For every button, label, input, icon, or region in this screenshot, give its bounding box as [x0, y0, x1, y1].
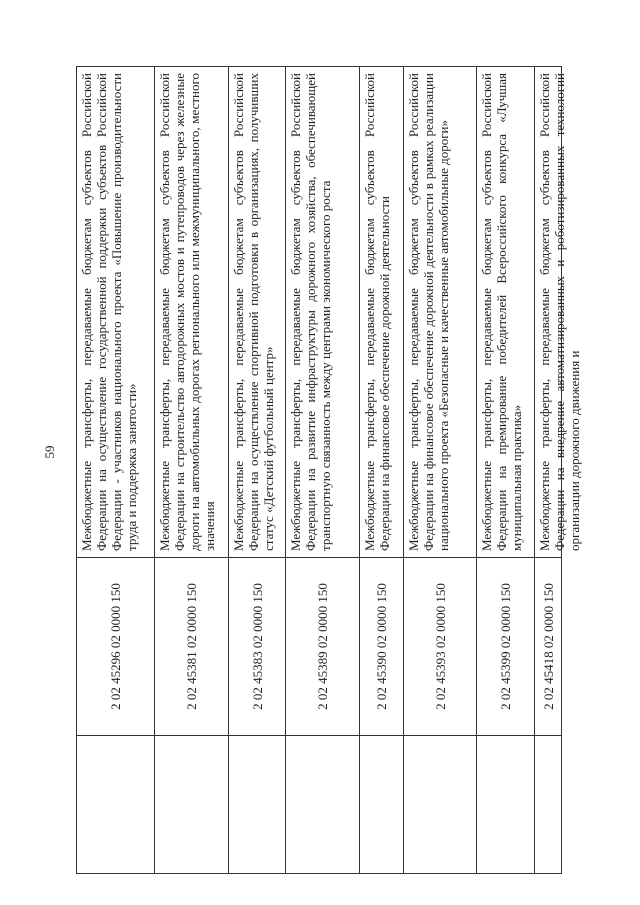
description-cell: Межбюджетные трансферты, передаваемые бюджетам субъектов Российской Федерации на внедрение автоматизированных и роботизированных технологий организации дорожного движения и — [537, 73, 582, 551]
description-cell: Межбюджетные трансферты, передаваемые бюджетам субъектов Российской Федерации на финансовое обеспечение дорожной деятельности — [362, 73, 392, 551]
empty-cell — [404, 735, 476, 873]
table-row — [477, 67, 535, 873]
budget-code-cell: 2 02 45383 02 0000 150 — [229, 557, 285, 735]
description-cell: Межбюджетные трансферты, передаваемые бюджетам субъектов Российской Федерации на премирование победителей Всероссийского конкурса «Лучшая муниципальная практика» — [479, 73, 524, 551]
empty-cell — [155, 735, 228, 873]
description-cell: Межбюджетные трансферты, передаваемые бюджетам субъектов Российской Федерации на финансовое обеспечение дорожной деятельности в рамках реализации национального проекта «Безопасные и качественные автомобильные дороги» — [406, 73, 451, 551]
budget-code-cell: 2 02 45381 02 0000 150 — [155, 557, 228, 735]
table-row — [286, 67, 360, 873]
budget-code-cell: 2 02 45393 02 0000 150 — [404, 557, 476, 735]
page-number: 59 — [42, 445, 57, 459]
description-cell: Межбюджетные трансферты, передаваемые бюджетам субъектов Российской Федерации на осуществление государственной поддержки субъектов Российской Федерации - участников национального проекта «Повышение производительности труда и поддержка занятости» — [79, 73, 139, 551]
table-row — [404, 67, 477, 873]
budget-code-cell: 2 02 45418 02 0000 150 — [535, 557, 561, 735]
budget-code-table — [76, 66, 582, 874]
description-cell: Межбюджетные трансферты, передаваемые бюджетам субъектов Российской Федерации на развитие инфраструктуры дорожного хозяйства, обеспечивающей транспортную связанность между центрами экономического роста — [288, 73, 333, 551]
empty-cell — [360, 735, 403, 873]
table-row — [77, 67, 155, 873]
description-cell: Межбюджетные трансферты, передаваемые бюджетам субъектов Российской Федерации на осуществление спортивной подготовки в организациях, получивших статус «Детский футбольный центр» — [231, 73, 276, 551]
table-row — [229, 67, 286, 873]
table-row — [360, 67, 404, 873]
description-cell: Межбюджетные трансферты, передаваемые бюджетам субъектов Российской Федерации на строительство автодорожных мостов и путепроводов через железные дороги на автомобильных дорогах регионального или межмуниципального, местного значения — [157, 73, 217, 551]
budget-code-cell: 2 02 45296 02 0000 150 — [77, 557, 154, 735]
empty-cell — [229, 735, 285, 873]
empty-cell — [535, 735, 561, 873]
budget-code-cell: 2 02 45389 02 0000 150 — [286, 557, 359, 735]
empty-cell — [477, 735, 534, 873]
table-row — [155, 67, 229, 873]
empty-cell — [286, 735, 359, 873]
empty-cell — [77, 735, 154, 873]
budget-code-cell: 2 02 45390 02 0000 150 — [360, 557, 403, 735]
table-row — [535, 67, 582, 873]
budget-code-cell: 2 02 45399 02 0000 150 — [477, 557, 534, 735]
